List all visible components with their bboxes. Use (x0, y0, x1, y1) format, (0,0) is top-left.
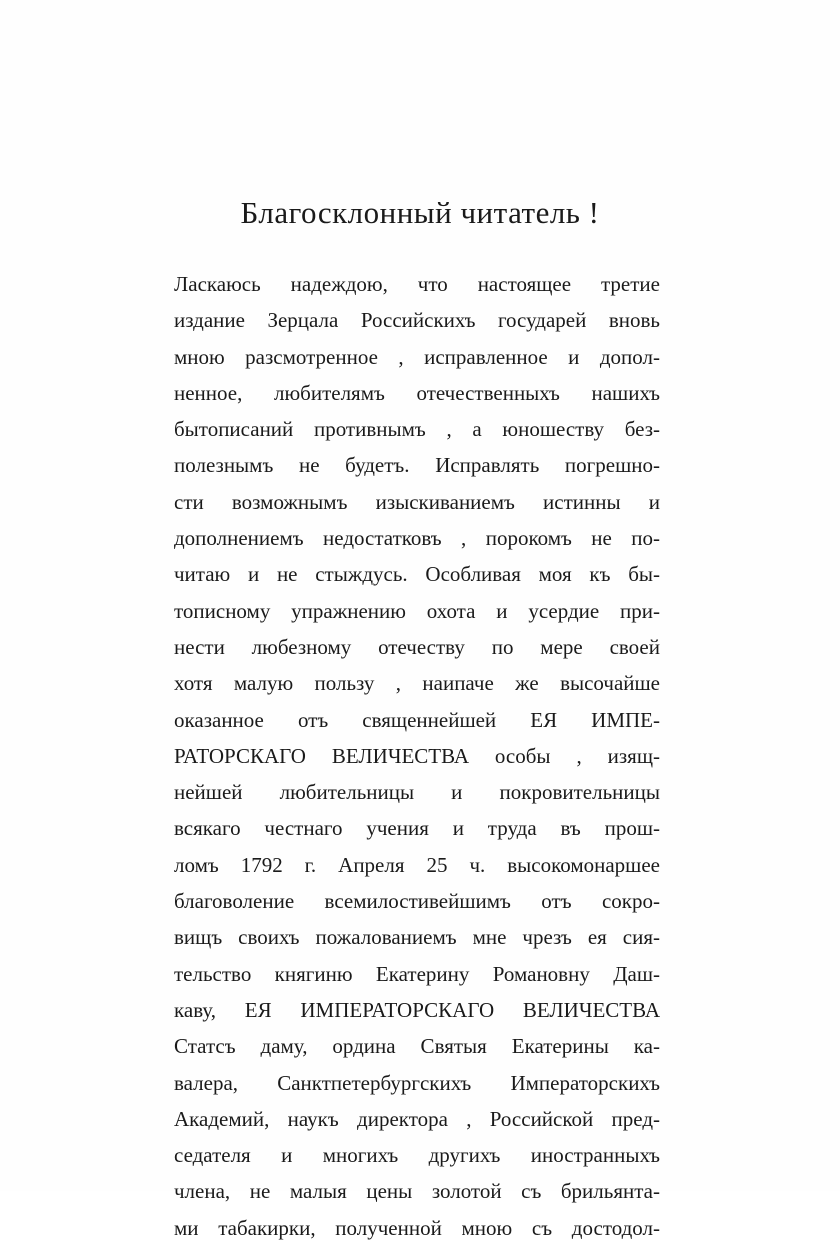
text-line: сти возможнымъ изыскиваниемъ истинны и (174, 489, 660, 514)
text-line: ломъ 1792 г. Апреля 25 ч. высокомонаршее (174, 852, 660, 877)
text-line: мною разсмотренное , исправленное и допол- (174, 344, 660, 369)
text-line: ми табакирки, полученной мною съ достодол- (174, 1215, 660, 1240)
text-line: Ласкаюсь надеждою, что настоящее третие (174, 272, 660, 296)
text-line: дополнениемъ недостатковъ , порокомъ не по- (174, 526, 660, 551)
text-line: Статсъ даму, ордина Святыя Екатерины ка- (174, 1034, 660, 1059)
text-line: благоволение всемилостивейшимъ отъ сокро- (174, 889, 660, 914)
body-text (174, 266, 660, 1246)
text-line: нейшей любительницы и покровительницы (174, 780, 660, 805)
text-line: издание Зерцала Российскихъ государей вновь (174, 308, 660, 333)
text-line: седателя и многихъ другихъ иностранныхъ (174, 1143, 660, 1168)
text-line: тельство княгиню Екатерину Романовну Даш- (174, 961, 660, 986)
text-line: полезнымъ не будетъ. Исправлять погрешно- (174, 453, 660, 478)
text-line: ненное, любителямъ отечественныхъ нашихъ (174, 380, 660, 405)
text-line: РАТОРСКАГО ВЕЛИЧЕСТВА особы , изящ- (174, 743, 660, 768)
text-line: валера, Санктпетербургскихъ Императорскихъ (174, 1070, 660, 1095)
text-line: хотя малую пользу , наипаче же высочайше (174, 671, 660, 696)
text-line: вищъ своихъ пожалованиемъ мне чрезъ ея сия- (174, 925, 660, 950)
text-line: нести любезному отечеству по мере своей (174, 634, 660, 659)
text-line: тописному упражнению охота и усердие при- (174, 598, 660, 623)
text-line: Академий, наукъ директора , Российской пред- (174, 1106, 660, 1131)
text-line: оказанное отъ священнейшей ЕЯ ИМПЕ- (174, 707, 660, 732)
text-line: бытописаний противнымъ , а юношеству без- (174, 417, 660, 442)
text-line: всякаго честнаго учения и труда въ прош- (174, 816, 660, 841)
page-heading: Благосклонный читатель ! (240, 195, 600, 230)
text-line: члена, не малыя цены золотой съ брильянта- (174, 1179, 660, 1204)
text-line: каву, ЕЯ ИМПЕРАТОРСКАГО ВЕЛИЧЕСТВА (174, 997, 660, 1022)
text-line: читаю и не стыждусь. Особливая моя къ бы- (174, 562, 660, 587)
